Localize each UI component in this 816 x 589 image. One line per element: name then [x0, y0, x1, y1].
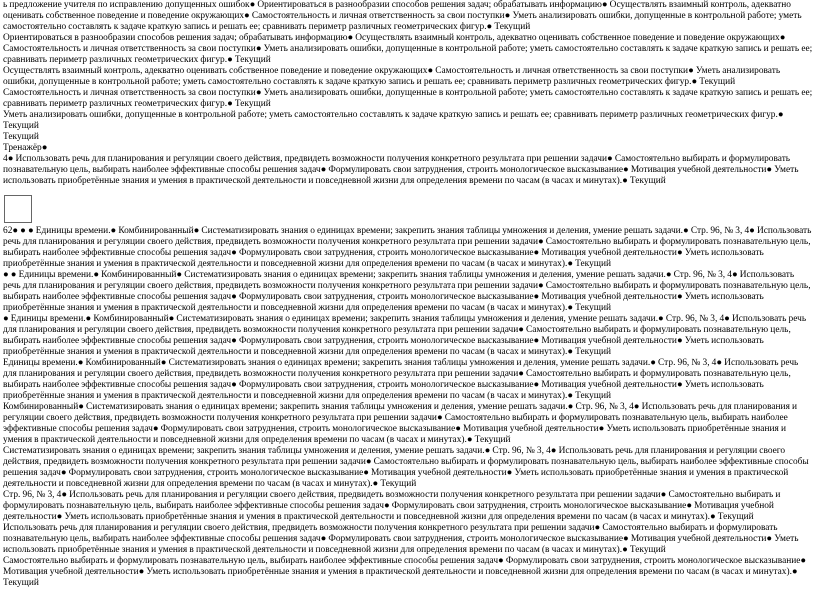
empty-cell-box — [4, 195, 32, 223]
paragraph-8: 4● Использовать речь для планирования и регуляции своего действия, предвидеть возможности получения конкретного результата при решении задачи● Самостоятельно выбирать и формулировать познавательную цель, выбирать наиболее эффективные способы решения задач● Формулировать свои затруднения, строить монологическое высказывание● Мотивация учебной деятельности● Уметь использовать приобретённые знания и умения в практической деятельности и повседневной жизни для определения времени по часам (в часах и минутах).● Текущий — [3, 154, 799, 186]
paragraph-11: ● Единицы времени.● Комбинированный● Систематизировать знания о единицах времени; закрепить знания таблицы умножения и деления, умение решать задачи.● Стр. 96, № 3, 4● Использовать речь для планирования и регуляции своего действия, предвидеть возможности получения конкретного результата при решении задачи● Самостоятельно выбирать и формулировать познавательную цель, выбирать наиболее эффективные способы решения задач● Формулировать свои затруднения, строить монологическое высказывание● Мотивация учебной деятельности● Уметь использовать приобретённые знания и умения в практической деятельности и повседневной жизни для определения времени по часам (в часах и минутах).● Текущий — [3, 314, 807, 357]
paragraph-15: Стр. 96, № 3, 4● Использовать речь для планирования и регуляции своего действия, предвидеть возможности получения конкретного результата при решении задачи● Самостоятельно выбирать и формулировать познавательную цель, выбирать наиболее эффективные способы решения задач● Формулировать свои затруднения, строить монологическое высказывание● Мотивация учебной деятельности● Уметь использовать приобретённые знания и умения в практической деятельности и повседневной жизни для определения времени по часам (в часах и минутах).● Текущий — [3, 490, 781, 522]
paragraph-13: Комбинированный● Систематизировать знания о единицах времени; закрепить знания таблицы умножения и деления, умение решать задачи.● Стр. 96, № 3, 4● Использовать речь для планирования и регуляции своего действия, предвидеть возможности получения конкретного результата при решении задачи● Самостоятельно выбирать и формулировать познавательную цель, выбирать наиболее эффективные способы решения задач● Формулировать свои затруднения, строить монологическое высказывание● Мотивация учебной деятельности● Уметь использовать приобретённые знания и умения в практической деятельности и повседневной жизни для определения времени по часам (в часах и минутах).● Текущий — [3, 402, 798, 445]
paragraph-2: Ориентироваться в разнообразии способов решения задач; обрабатывать информацию● Осуществлять взаимный контроль, адекватно оценивать собственное поведение и поведение окружающих● Самостоятельность и личная ответственность за свои поступки● Уметь анализировать ошибки, допущенные в контрольной работе; уметь самостоятельно составлять к задаче краткую запись и решать ее; сравнивать периметр различных геометрических фигур.● Текущий — [3, 33, 813, 65]
paragraph-16: Использовать речь для планирования и регуляции своего действия, предвидеть возможности получения конкретного результата при решении задачи● Самостоятельно выбирать и формулировать познавательную цель, выбирать наиболее эффективные способы решения задач● Формулировать свои затруднения, строить монологическое высказывание● Мотивация учебной деятельности● Уметь использовать приобретённые знания и умения в практической деятельности и повседневной жизни для определения времени по часам (в часах и минутах).● Текущий — [3, 523, 799, 555]
paragraph-6: Текущий — [3, 132, 39, 142]
paragraph-7: Тренажёр● — [3, 143, 48, 153]
paragraph-1: ь предложение учителя по исправлению допущенных ошибок● Ориентироваться в разнообразии способов решения задач; обрабатывать информацию● Осуществлять взаимный контроль, адекватно оценивать собственное поведение и поведение окружающих● Самостоятельность и личная ответственность за свои поступки● Уметь анализировать ошибки, допущенные в контрольной работе; уметь самостоятельно составлять к задаче краткую запись и решать ее; сравнивать периметр различных геометрических фигур.● Текущий — [3, 0, 802, 32]
paragraph-10: ● ● Единицы времени.● Комбинированный● Систематизировать знания о единицах времени; закрепить знания таблицы умножения и деления, умение решать задачи.● Стр. 96, № 3, 4● Использовать речь для планирования и регуляции своего действия, предвидеть возможности получения конкретного результата при решении задачи● Самостоятельно выбирать и формулировать познавательную цель, выбирать наиболее эффективные способы решения задач● Формулировать свои затруднения, строить монологическое высказывание● Мотивация учебной деятельности● Уметь использовать приобретённые знания и умения в практической деятельности и повседневной жизни для определения времени по часам (в часах и минутах).● Текущий — [3, 270, 811, 313]
paragraph-5: Уметь анализировать ошибки, допущенные в контрольной работе; уметь самостоятельно составлять к задаче краткую запись и решать ее; сравнивать периметр различных геометрических фигур.● Текущий — [3, 110, 784, 131]
paragraph-14: Систематизировать знания о единицах времени; закрепить знания таблицы умножения и деления, умение решать задачи.● Стр. 96, № 3, 4● Использовать речь для планирования и регуляции своего действия, предвидеть возможности получения конкретного результата при решении задачи● Самостоятельно выбирать и формулировать познавательную цель, выбирать наиболее эффективные способы решения задач● Формулировать свои затруднения, строить монологическое высказывание● Мотивация учебной деятельности● Уметь использовать приобретённые знания и умения в практической деятельности и повседневной жизни для определения времени по часам (в часах и минутах).● Текущий — [3, 446, 809, 489]
paragraph-9: 62● ● ● Единицы времени.● Комбинированный● Систематизировать знания о единицах времени; закрепить знания таблицы умножения и деления, умение решать задачи.● Стр. 96, № 3, 4● Использовать речь для планирования и регуляции своего действия, предвидеть возможности получения конкретного результата при решении задачи● Самостоятельно выбирать и формулировать познавательную цель, выбирать наиболее эффективные способы решения задач● Формулировать свои затруднения, строить монологическое высказывание● Мотивация учебной деятельности● Уметь использовать приобретённые знания и умения в практической деятельности и повседневной жизни для определения времени по часам (в часах и минутах).● Текущий — [3, 226, 812, 269]
paragraph-17: Самостоятельно выбирать и формулировать познавательную цель, выбирать наиболее эффективные способы решения задач● Формулировать свои затруднения, строить монологическое высказывание● Мотивация учебной деятельности● Уметь использовать приобретённые знания и умения в практической деятельности и повседневной жизни для определения времени по часам (в часах и минутах).● Текущий — [3, 556, 807, 588]
paragraph-12: Единицы времени.● Комбинированный● Систематизировать знания о единицах времени; закрепить знания таблицы умножения и деления, умение решать задачи.● Стр. 96, № 3, 4● Использовать речь для планирования и регуляции своего действия, предвидеть возможности получения конкретного результата при решении задачи● Самостоятельно выбирать и формулировать познавательную цель, выбирать наиболее эффективные способы решения задач● Формулировать свои затруднения, строить монологическое высказывание● Мотивация учебной деятельности● Уметь использовать приобретённые знания и умения в практической деятельности и повседневной жизни для определения времени по часам (в часах и минутах).● Текущий — [3, 358, 799, 401]
paragraph-3: Осуществлять взаимный контроль, адекватно оценивать собственное поведение и поведение окружающих● Самостоятельность и личная ответственность за свои поступки● Уметь анализировать ошибки, допущенные в контрольной работе; уметь самостоятельно составлять к задаче краткую запись и решать ее; сравнивать периметр различных геометрических фигур.● Текущий — [3, 66, 781, 87]
paragraph-4: Самостоятельность и личная ответственность за свои поступки● Уметь анализировать ошибки, допущенные в контрольной работе; уметь самостоятельно составлять к задаче краткую запись и решать ее; сравнивать периметр различных геометрических фигур.● Текущий — [3, 88, 813, 109]
